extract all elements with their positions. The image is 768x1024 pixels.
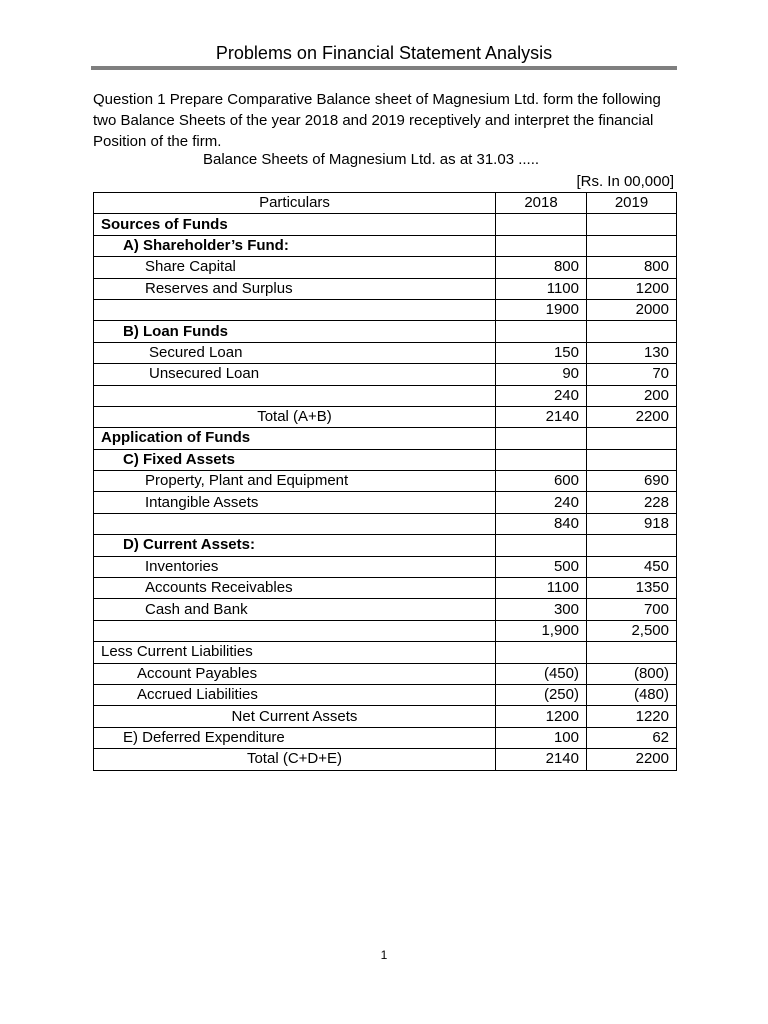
row-label: Total (A+B): [94, 406, 496, 427]
value-2018: 300: [496, 599, 587, 620]
title-underline: [91, 66, 677, 70]
row-label: Secured Loan: [94, 342, 496, 363]
value-2019: 450: [587, 556, 677, 577]
page-number: 1: [380, 948, 388, 962]
row-label: Accounts Receivables: [94, 578, 496, 599]
table-row: [94, 406, 677, 427]
value-2018: [496, 642, 587, 663]
value-2019: 70: [587, 364, 677, 385]
value-2018: 500: [496, 556, 587, 577]
value-2019: 918: [587, 513, 677, 534]
table-row: [94, 513, 677, 534]
header-2018: 2018: [496, 193, 587, 214]
row-label: Less Current Liabilities: [94, 642, 496, 663]
value-2018: 2140: [496, 749, 587, 770]
value-2018: [496, 428, 587, 449]
table-row: [94, 556, 677, 577]
value-2019: 1200: [587, 278, 677, 299]
table-row: [94, 214, 677, 235]
value-2019: [587, 535, 677, 556]
row-label: B) Loan Funds: [94, 321, 496, 342]
table-row: [94, 235, 677, 256]
value-2019: 2200: [587, 749, 677, 770]
value-2019: 200: [587, 385, 677, 406]
table-row: [94, 257, 677, 278]
row-label: Share Capital: [94, 257, 496, 278]
question-text: Question 1 Prepare Comparative Balance sheet of Magnesium Ltd. form the following two Balance Sheets of the year 2018 and 2019 receptively and interpret the financial Position of the firm.: [93, 91, 661, 150]
table-row: [94, 727, 677, 748]
value-2019: (800): [587, 663, 677, 684]
table-row: [94, 663, 677, 684]
value-2018: 840: [496, 513, 587, 534]
value-2018: (250): [496, 684, 587, 705]
value-2018: [496, 449, 587, 470]
value-2019: [587, 642, 677, 663]
table-row: [94, 706, 677, 727]
header-particulars: Particulars: [94, 193, 496, 214]
row-label: A) Shareholder’s Fund:: [94, 235, 496, 256]
table-header-row: [94, 193, 677, 214]
table-row: [94, 684, 677, 705]
value-2019: [587, 321, 677, 342]
row-label: Accrued Liabilities: [94, 684, 496, 705]
table-row: [94, 385, 677, 406]
value-2019: 1350: [587, 578, 677, 599]
table-row: [94, 471, 677, 492]
row-label: Unsecured Loan: [94, 364, 496, 385]
value-2018: 240: [496, 492, 587, 513]
row-label: Intangible Assets: [94, 492, 496, 513]
value-2019: 700: [587, 599, 677, 620]
value-2018: 1900: [496, 299, 587, 320]
value-2018: [496, 535, 587, 556]
value-2019: 2200: [587, 406, 677, 427]
row-label: D) Current Assets:: [94, 535, 496, 556]
row-label: [94, 620, 496, 641]
value-2018: 1,900: [496, 620, 587, 641]
header-2019: 2019: [587, 193, 677, 214]
value-2019: 800: [587, 257, 677, 278]
value-2018: 800: [496, 257, 587, 278]
table-row: [94, 535, 677, 556]
value-2019: 228: [587, 492, 677, 513]
value-2018: 100: [496, 727, 587, 748]
value-2018: (450): [496, 663, 587, 684]
value-2018: 240: [496, 385, 587, 406]
table-caption: Balance Sheets of Magnesium Ltd. as at 31.03 .....: [203, 151, 540, 168]
row-label: [94, 299, 496, 320]
row-label: E) Deferred Expenditure: [94, 727, 496, 748]
row-label: Sources of Funds: [94, 214, 496, 235]
value-2019: 130: [587, 342, 677, 363]
value-2019: 62: [587, 727, 677, 748]
row-label: Account Payables: [94, 663, 496, 684]
page-title: Problems on Financial Statement Analysis: [215, 43, 553, 63]
value-2019: [587, 428, 677, 449]
table-row: [94, 342, 677, 363]
table-row: [94, 749, 677, 770]
value-2019: 2000: [587, 299, 677, 320]
row-label: Application of Funds: [94, 428, 496, 449]
table-row: [94, 428, 677, 449]
value-2018: 1100: [496, 578, 587, 599]
value-2019: (480): [587, 684, 677, 705]
value-2019: 2,500: [587, 620, 677, 641]
row-label: Inventories: [94, 556, 496, 577]
value-2019: 690: [587, 471, 677, 492]
value-2018: 600: [496, 471, 587, 492]
value-2019: [587, 449, 677, 470]
value-2018: 90: [496, 364, 587, 385]
table-row: [94, 642, 677, 663]
value-2018: 2140: [496, 406, 587, 427]
balance-sheet-table: [93, 192, 677, 771]
table-row: [94, 364, 677, 385]
value-2018: 1200: [496, 706, 587, 727]
table-row: [94, 599, 677, 620]
value-2018: 1100: [496, 278, 587, 299]
table-row: [94, 278, 677, 299]
table-row: [94, 578, 677, 599]
value-2018: [496, 214, 587, 235]
table-row: [94, 321, 677, 342]
table-row: [94, 449, 677, 470]
row-label: C) Fixed Assets: [94, 449, 496, 470]
table-row: [94, 620, 677, 641]
row-label: Total (C+D+E): [94, 749, 496, 770]
row-label: Net Current Assets: [94, 706, 496, 727]
row-label: [94, 513, 496, 534]
units-note: [Rs. In 00,000]: [576, 173, 674, 190]
table-row: [94, 299, 677, 320]
value-2019: 1220: [587, 706, 677, 727]
row-label: [94, 385, 496, 406]
table-row: [94, 492, 677, 513]
row-label: Reserves and Surplus: [94, 278, 496, 299]
row-label: Cash and Bank: [94, 599, 496, 620]
row-label: Property, Plant and Equipment: [94, 471, 496, 492]
value-2018: 150: [496, 342, 587, 363]
value-2018: [496, 235, 587, 256]
value-2018: [496, 321, 587, 342]
value-2019: [587, 214, 677, 235]
value-2019: [587, 235, 677, 256]
